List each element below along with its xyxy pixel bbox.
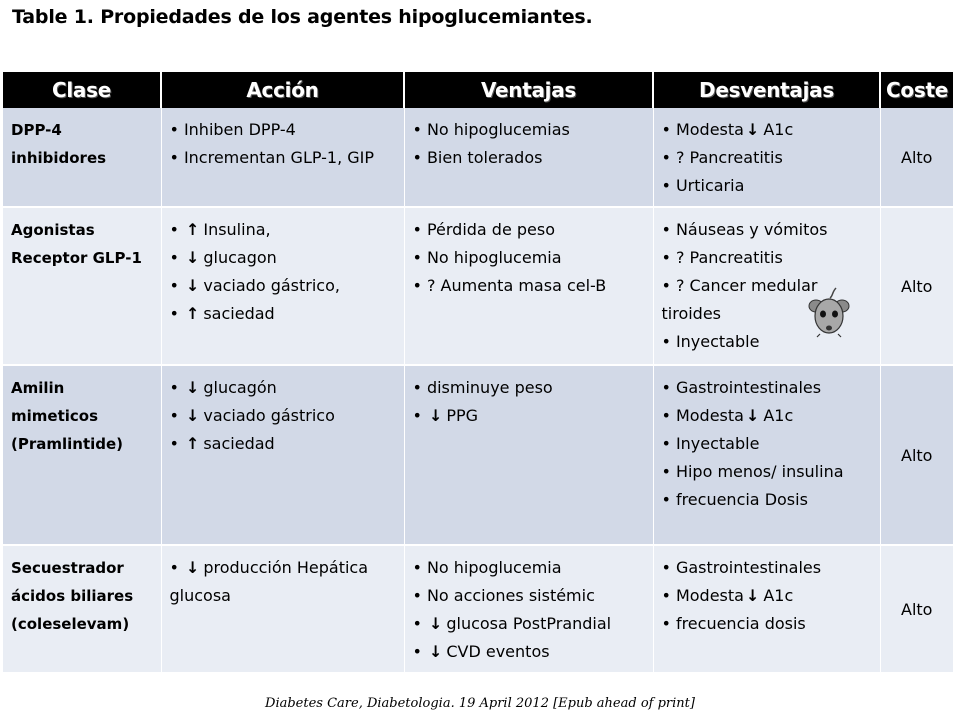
list-item xyxy=(413,272,649,300)
list-item xyxy=(662,582,876,610)
list-item xyxy=(662,216,876,244)
arrow-down-icon: ↓ xyxy=(185,406,200,425)
item-text: ? Aumenta masa cel-B xyxy=(426,276,607,295)
arrow-down-icon: ↓ xyxy=(428,642,443,661)
arrow-down-icon: ↓ xyxy=(185,276,200,295)
header-desventajas: Desventajas xyxy=(653,72,880,108)
item-text: Bien tolerados xyxy=(426,148,543,167)
cell-accion xyxy=(161,365,404,545)
cell-desventajas xyxy=(653,545,880,673)
item-text: No hipoglucemia xyxy=(426,558,562,577)
header-ventajas: Ventajas xyxy=(404,72,653,108)
list-item xyxy=(413,582,649,610)
item-text: Inyectable xyxy=(675,332,760,351)
header-clase: Clase xyxy=(3,72,161,108)
item-text: disminuye peso xyxy=(426,378,553,397)
item-text: Inhiben DPP-4 xyxy=(183,120,296,139)
cell-clase: Amilin mimeticos (Pramlintide) xyxy=(3,365,161,545)
cell-coste: Alto xyxy=(880,108,953,207)
arrow-up-icon: ↑ xyxy=(185,220,200,239)
ventajas-list xyxy=(413,116,649,172)
item-text-after: A1c xyxy=(763,586,794,605)
item-text: frecuencia dosis xyxy=(675,614,806,633)
item-text: ? Pancreatitis xyxy=(675,148,783,167)
list-item xyxy=(413,116,649,144)
cell-desventajas xyxy=(653,365,880,545)
header-coste: Coste xyxy=(880,72,953,108)
item-text-after: A1c xyxy=(763,120,794,139)
list-item xyxy=(413,554,649,582)
item-text: Gastrointestinales xyxy=(675,558,822,577)
list-item xyxy=(170,374,400,402)
item-text-after: glucagón xyxy=(203,378,277,397)
cell-coste: Alto xyxy=(880,365,953,545)
cell-accion xyxy=(161,207,404,365)
list-item xyxy=(170,430,400,458)
list-item xyxy=(170,244,400,272)
item-text: Gastrointestinales xyxy=(675,378,822,397)
table-row xyxy=(3,365,953,545)
cell-accion xyxy=(161,545,404,673)
cell-clase: Secuestrador ácidos biliares (coleselevam) xyxy=(3,545,161,673)
ventajas-list xyxy=(413,374,649,430)
arrow-down-icon: ↓ xyxy=(745,406,760,425)
item-text-after: saciedad xyxy=(203,434,275,453)
list-item xyxy=(662,172,876,200)
arrow-down-icon: ↓ xyxy=(185,558,200,577)
item-text: Pérdida de peso xyxy=(426,220,556,239)
cell-clase: Agonistas Receptor GLP-1 xyxy=(3,207,161,365)
item-text-after: vaciado gástrico xyxy=(203,406,335,425)
cell-accion xyxy=(161,108,404,207)
cell-coste: Alto xyxy=(880,207,953,365)
list-item xyxy=(170,300,400,328)
item-text: Inyectable xyxy=(675,434,760,453)
arrow-up-icon: ↑ xyxy=(185,304,200,323)
item-text: No hipoglucemias xyxy=(426,120,570,139)
list-item xyxy=(662,144,876,172)
cell-desventajas xyxy=(653,108,880,207)
list-item xyxy=(170,144,400,172)
item-text: Modesta xyxy=(675,586,744,605)
list-item xyxy=(662,610,876,638)
arrow-down-icon: ↓ xyxy=(745,586,760,605)
accion-list xyxy=(170,554,400,610)
arrow-down-icon: ↓ xyxy=(185,248,200,267)
accion-list xyxy=(170,216,400,328)
list-item xyxy=(662,458,876,486)
item-text-after: saciedad xyxy=(203,304,275,323)
item-text-after: Insulina, xyxy=(203,220,271,239)
table-row xyxy=(3,545,953,673)
list-item xyxy=(413,216,649,244)
cell-ventajas xyxy=(404,365,653,545)
list-item xyxy=(662,244,876,272)
item-text: Hipo menos/ insulina xyxy=(675,462,844,481)
item-text-after: glucosa PostPrandial xyxy=(446,614,612,633)
properties-table xyxy=(3,72,953,674)
item-text-after: PPG xyxy=(446,406,479,425)
item-text: Modesta xyxy=(675,120,744,139)
item-text-after: CVD eventos xyxy=(446,642,550,661)
item-text-after: glucagon xyxy=(203,248,277,267)
ventajas-list xyxy=(413,554,649,666)
item-text: No hipoglucemia xyxy=(426,248,562,267)
item-text: Náuseas y vómitos xyxy=(675,220,828,239)
item-text-after: A1c xyxy=(763,406,794,425)
arrow-down-icon: ↓ xyxy=(185,378,200,397)
desventajas-list xyxy=(662,116,876,200)
list-item xyxy=(170,216,400,244)
item-text-after: vaciado gástrico, xyxy=(203,276,340,295)
cell-ventajas xyxy=(404,545,653,673)
list-item xyxy=(413,244,649,272)
list-item xyxy=(413,374,649,402)
header-row xyxy=(3,72,953,108)
ventajas-list xyxy=(413,216,649,300)
item-text: frecuencia Dosis xyxy=(675,490,808,509)
table-row xyxy=(3,108,953,207)
list-item xyxy=(413,144,649,172)
list-item xyxy=(170,272,400,300)
item-text: ? Pancreatitis xyxy=(675,248,783,267)
arrow-down-icon: ↓ xyxy=(745,120,760,139)
page-title: Table 1. Propiedades de los agentes hipoglucemiantes. xyxy=(12,6,593,28)
accion-list xyxy=(170,374,400,458)
cell-coste: Alto xyxy=(880,545,953,673)
item-text: No acciones sistémic xyxy=(426,586,595,605)
citation: Diabetes Care, Diabetologia. 19 April 2012 [Epub ahead of print] xyxy=(265,696,695,711)
list-item xyxy=(170,402,400,430)
cell-ventajas xyxy=(404,207,653,365)
arrow-down-icon: ↓ xyxy=(428,614,443,633)
item-text-after: producción Hepática glucosa xyxy=(169,558,369,605)
desventajas-list xyxy=(662,554,876,638)
list-item xyxy=(170,116,400,144)
list-item xyxy=(662,116,876,144)
list-item xyxy=(662,486,876,514)
list-item xyxy=(413,402,649,430)
list-item xyxy=(662,374,876,402)
cell-ventajas xyxy=(404,108,653,207)
list-item xyxy=(413,610,649,638)
arrow-up-icon: ↑ xyxy=(185,434,200,453)
accion-list xyxy=(170,116,400,172)
arrow-down-icon: ↓ xyxy=(428,406,443,425)
header-accion: Acción xyxy=(161,72,404,108)
desventajas-list xyxy=(662,374,876,514)
list-item xyxy=(662,402,876,430)
list-item xyxy=(413,638,649,666)
list-item xyxy=(662,554,876,582)
list-item xyxy=(170,554,400,610)
list-item xyxy=(662,430,876,458)
item-text: ? Cancer medular tiroides xyxy=(661,276,818,323)
item-text: Modesta xyxy=(675,406,744,425)
item-text: Incrementan GLP-1, GIP xyxy=(183,148,375,167)
item-text: Urticaria xyxy=(675,176,745,195)
cell-clase: DPP-4 inhibidores xyxy=(3,108,161,207)
mouse-icon xyxy=(806,286,852,338)
